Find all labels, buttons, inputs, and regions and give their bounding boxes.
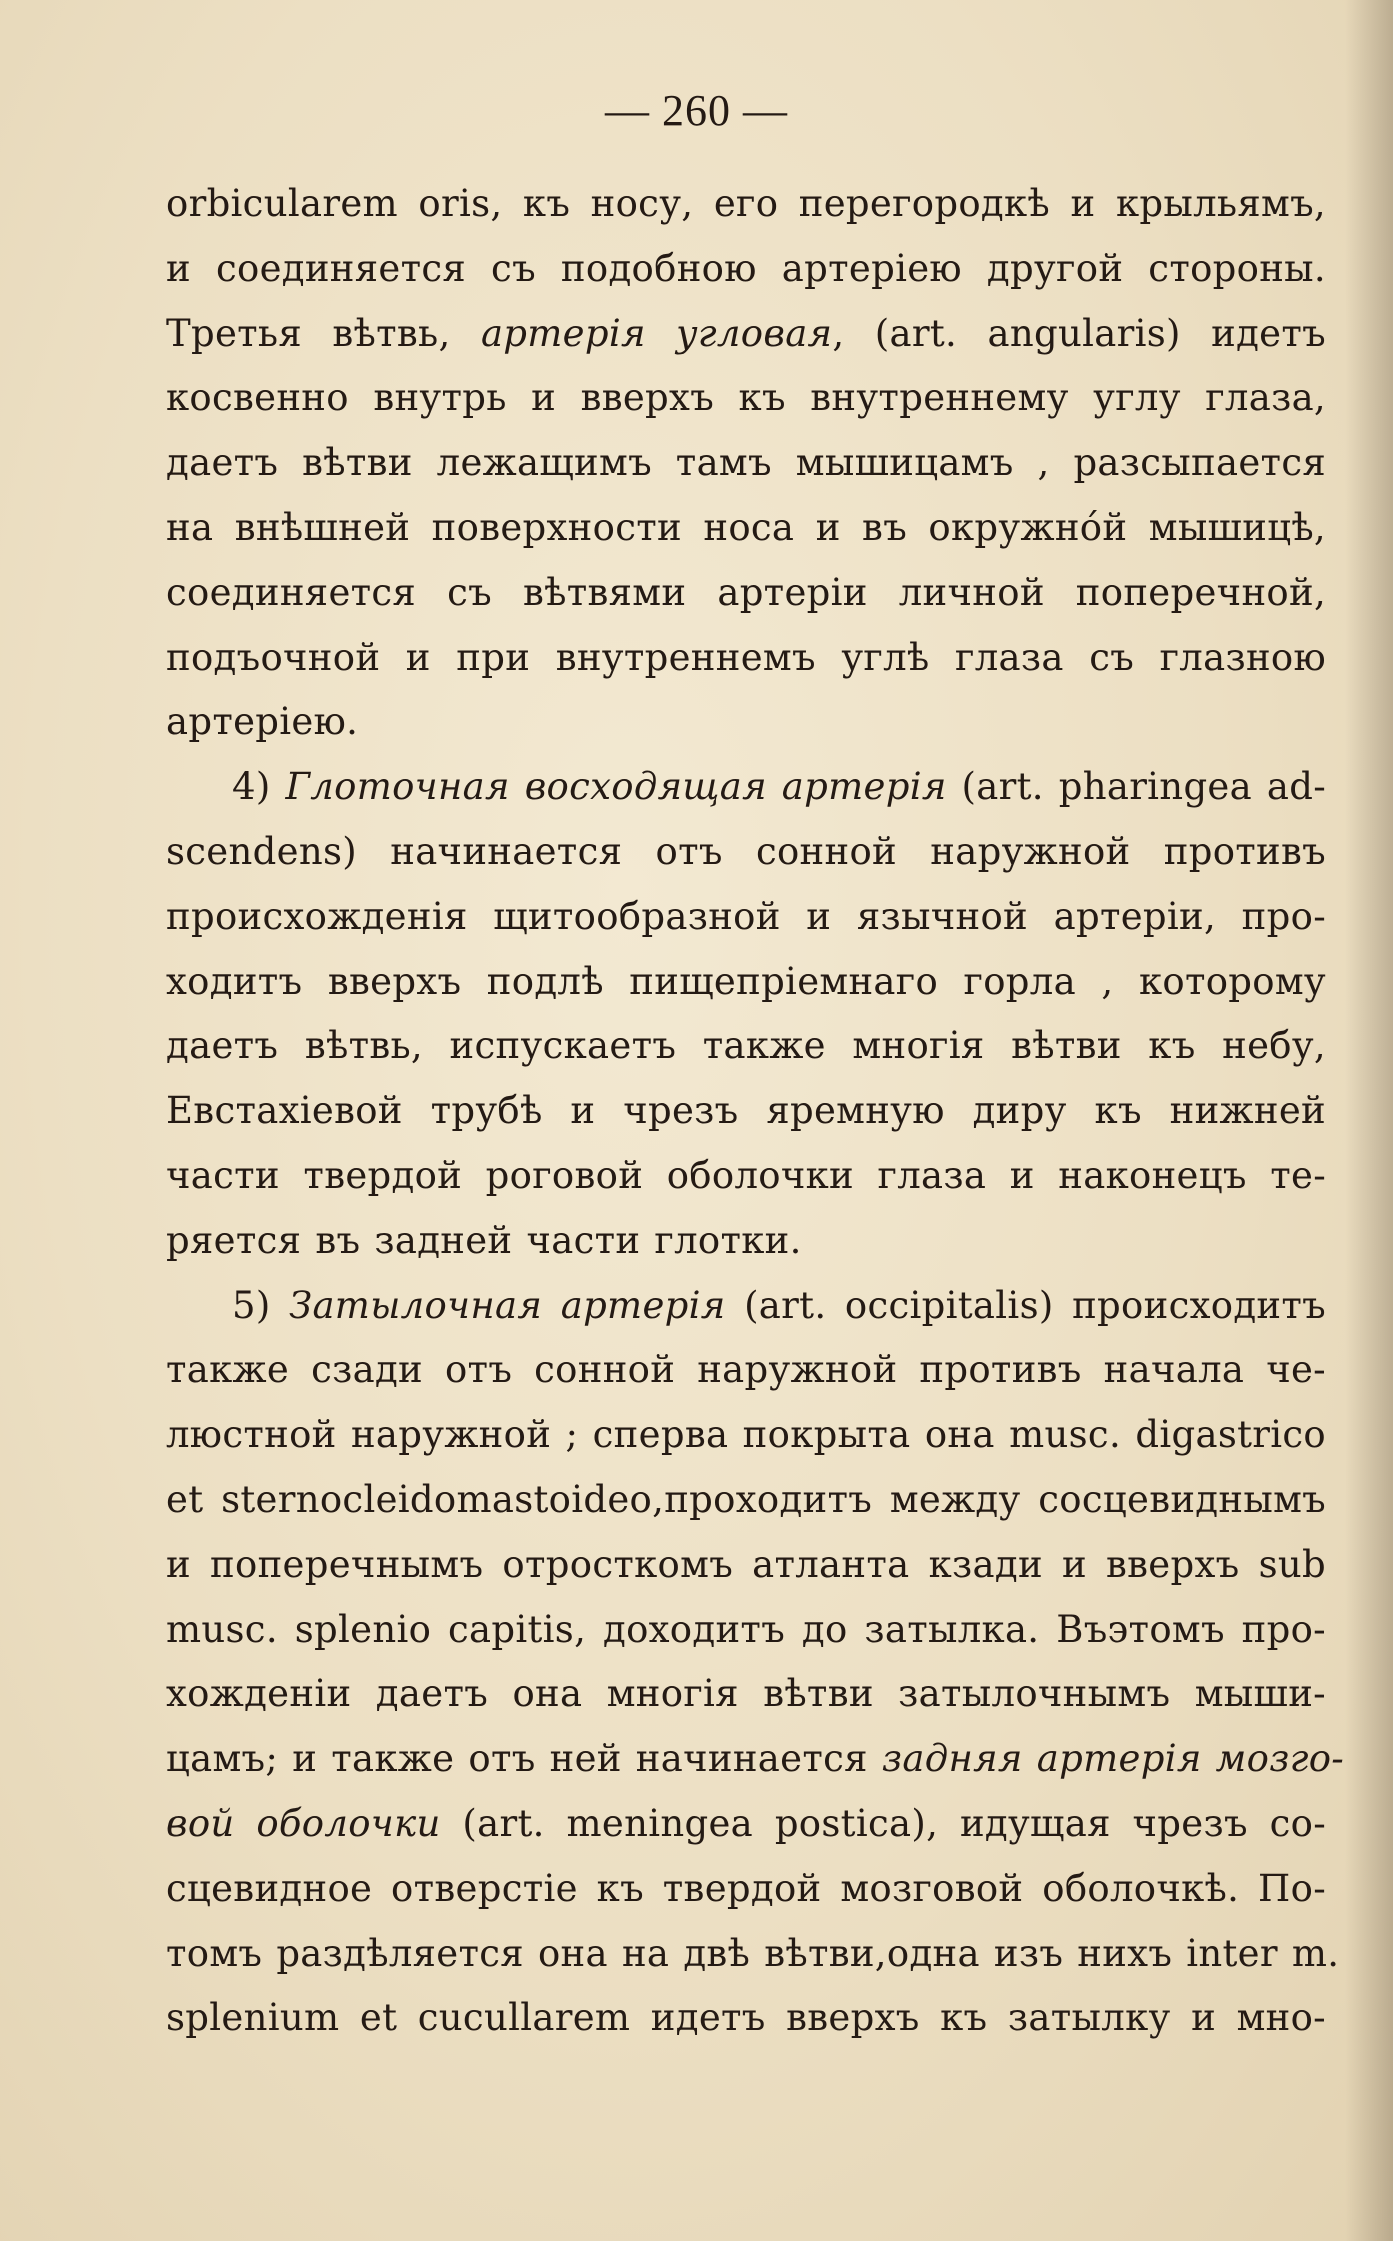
text-run: ряется въ задней части глотки. [166, 1218, 802, 1262]
text-line [166, 1079, 1326, 1144]
text-line [166, 431, 1326, 496]
text-line [166, 302, 1326, 367]
text-run: на внѣшней поверхности носа и въ окружно́й мышицѣ, [166, 505, 1326, 549]
text-run: 5) [232, 1283, 290, 1327]
text-line [166, 237, 1326, 302]
text-line [166, 1727, 1345, 1792]
text-line [166, 496, 1326, 561]
text-line [166, 1598, 1326, 1663]
text-line [166, 1922, 1340, 1987]
text-run: происхожденія щитообразной и язычной артеріи, про- [166, 894, 1326, 938]
text-run: ходитъ вверхъ подлѣ пищепріемнаго горла , которому [166, 959, 1326, 1003]
text-line [166, 561, 1326, 626]
text-line [166, 1209, 1326, 1274]
text-run: (art. meningea postica), идущая чрезъ со- [440, 1801, 1326, 1845]
text-run: и соединяется съ подобною артеріею другой стороны. [166, 246, 1326, 290]
page-number: — 260 — [605, 86, 788, 135]
text-line [166, 690, 1326, 755]
text-line [166, 1014, 1326, 1079]
text-line [166, 1468, 1326, 1533]
text-line [166, 1662, 1326, 1727]
text-line [166, 1792, 1326, 1857]
text-run: и поперечнымъ отросткомъ атланта кзади и вверхъ sub [166, 1542, 1326, 1586]
text-run: splenium et cucullarem идетъ вверхъ къ затылку и мно- [166, 1996, 1326, 2040]
text-run: томъ раздѣляется она на двѣ вѣтви,одна изъ нихъ inter m. [166, 1931, 1340, 1975]
text-run: musc. splenio capitis, доходитъ до затылка. Въэтомъ про- [166, 1607, 1326, 1651]
text-run: даетъ вѣтви лежащимъ тамъ мышицамъ , разсыпается [166, 441, 1326, 485]
text-run: косвенно внутрь и вверхъ къ внутреннему углу глаза, [166, 376, 1326, 420]
body-text [166, 172, 1345, 2051]
text-line [166, 950, 1326, 1015]
text-line [166, 1986, 1326, 2051]
text-line [166, 1533, 1326, 1598]
text-run: Третья вѣтвь, [166, 311, 481, 355]
text-line [166, 1144, 1326, 1209]
text-line [166, 1274, 1326, 1339]
text-line [166, 1857, 1326, 1922]
text-line [166, 755, 1326, 820]
text-line [166, 820, 1326, 885]
text-run: Евстахіевой трубѣ и чрезъ яремную диру къ нижней [166, 1089, 1326, 1133]
text-run: scendens) начинается отъ сонной наружной противъ [166, 829, 1326, 873]
text-run: цамъ; и также отъ ней начинается [166, 1737, 882, 1781]
italic-term: артерія угловая [480, 311, 833, 355]
text-run: соединяется съ вѣтвями артеріи личной поперечной, [166, 570, 1326, 614]
text-run: хожденіи даетъ она многія вѣтви затылочнымъ мыши- [166, 1672, 1326, 1716]
text-run: люстной наружной ; сперва покрыта она musc. digastrico [166, 1413, 1326, 1457]
text-run: 4) [232, 765, 286, 809]
text-run: сцевидное отверстіе къ твердой мозговой оболочкѣ. По- [166, 1866, 1326, 1910]
text-line [166, 172, 1326, 237]
text-run: (art. occipitalis) происходитъ [725, 1283, 1326, 1327]
page-edge-shadow [1345, 0, 1393, 2241]
text-line [166, 1403, 1326, 1468]
italic-term: вой оболочки [166, 1801, 441, 1845]
text-line [166, 366, 1326, 431]
text-line [166, 1338, 1326, 1403]
text-run: , (art. angularis) идетъ [832, 311, 1326, 355]
text-run: et sternocleidomastoideo,проходитъ между сосцевиднымъ [166, 1477, 1326, 1521]
text-line [166, 885, 1326, 950]
italic-term: Затылочная артерія [289, 1283, 726, 1327]
text-line [166, 626, 1326, 691]
text-run: orbicularem oris, къ носу, его перегородкѣ и крыльямъ, [166, 182, 1326, 225]
text-run: (art. pharingea ad- [946, 765, 1327, 809]
text-run: даетъ вѣтвь, испускаетъ также многія вѣтви къ небу, [166, 1024, 1326, 1068]
italic-term: задняя артерія мозго- [881, 1737, 1345, 1781]
text-run: подъочной и при внутреннемъ углѣ глаза съ глазною [166, 635, 1326, 679]
text-run: части твердой роговой оболочки глаза и наконецъ те- [166, 1153, 1326, 1197]
italic-term: Глоточная восходящая артерія [285, 765, 947, 809]
text-run: артеріею. [166, 700, 359, 744]
text-run: также сзади отъ сонной наружной противъ начала че- [166, 1348, 1326, 1392]
